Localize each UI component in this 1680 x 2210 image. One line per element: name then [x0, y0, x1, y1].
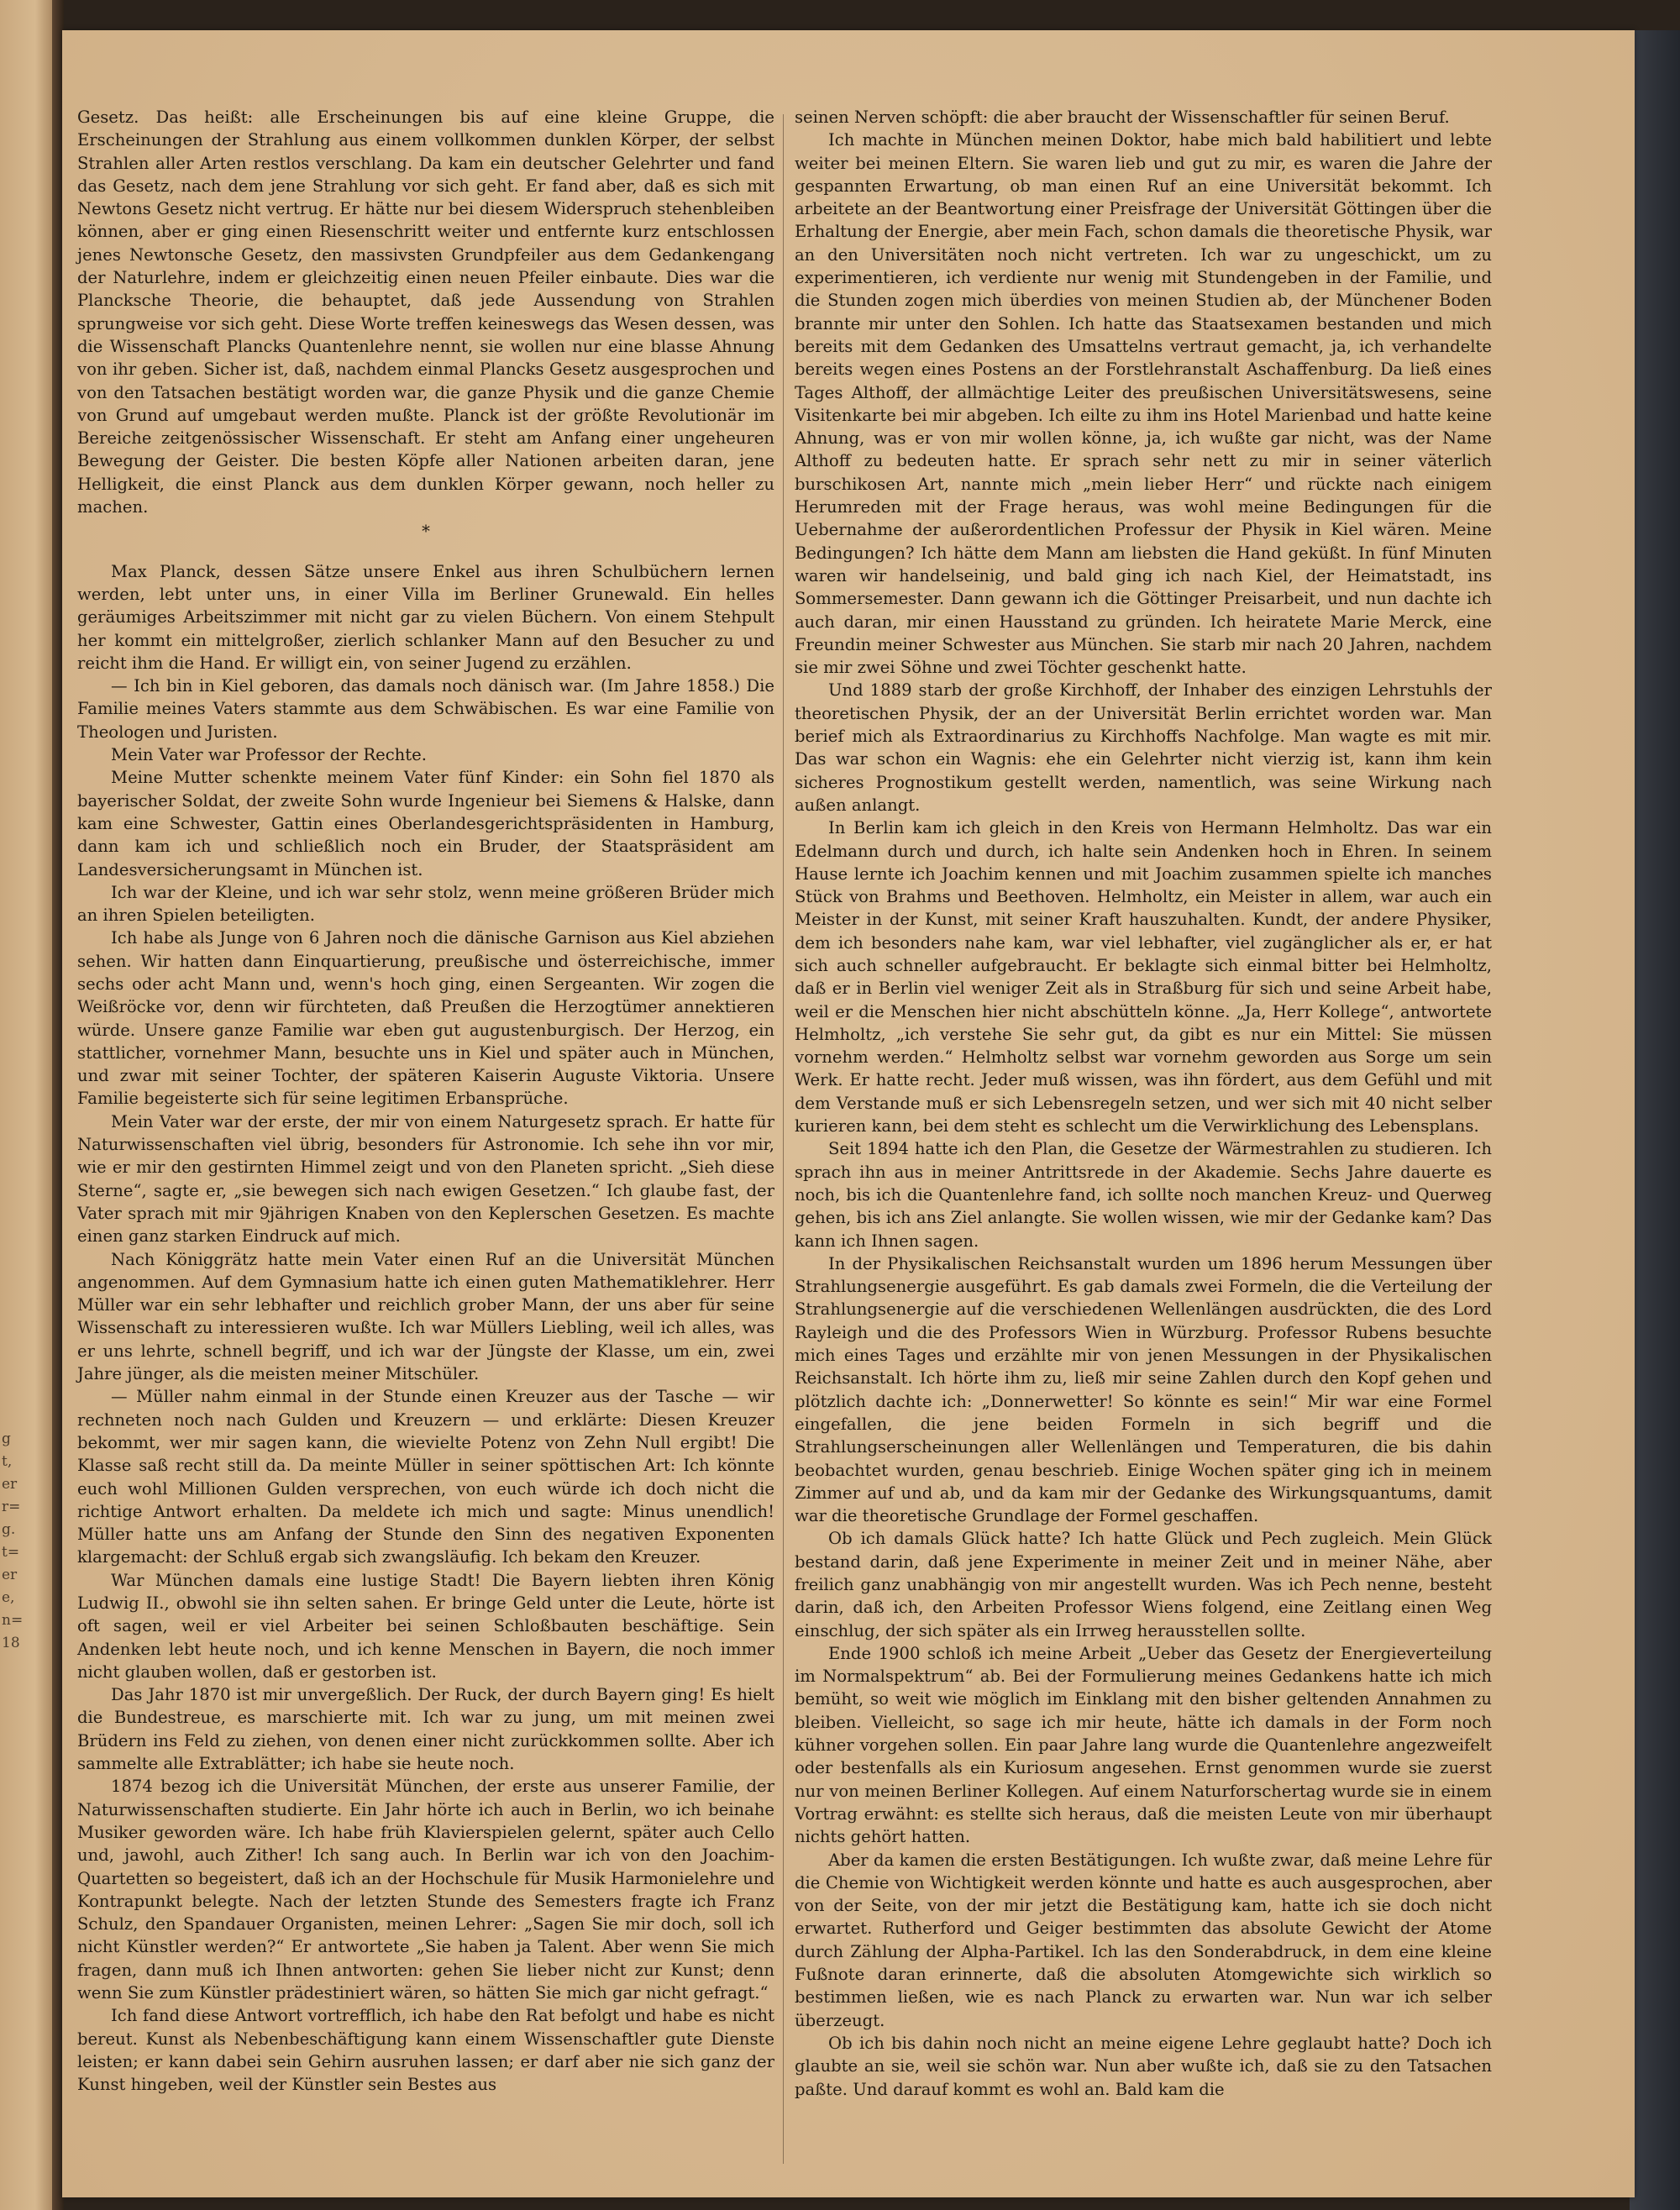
section-separator: *	[422, 522, 430, 542]
paragraph: Ob ich bis dahin noch nicht an meine eigene Lehre geglaubt hatte? Doch ich glaubte an sie, weil sie schön war. Nun aber wußte ich, daß sie zu den Tatsachen paßte. Und darauf kommt es wohl an. Bald kam die	[795, 2033, 1492, 2099]
background-edge	[1630, 30, 1680, 2210]
text-column-left	[77, 106, 774, 2097]
paragraph: Ende 1900 schloß ich meine Arbeit „Ueber das Gesetz der Energieverteilung im Normalspektrum“ ab. Bei der Formulierung meines Gedankens hatte ich mich bemüht, so weit wie möglich im Einklang mit den bisher geltenden Annahmen zu bleiben. Vielleicht, so sage ich mir heute, hätte ich damals in der Form noch kühner vorgehen sollen. Ein paar Jahre lang wurde die Quantenlehre angezweifelt oder bestenfalls als ein Kuriosum angesehen. Ernst genommen wurde sie zuerst nur von meinen Berliner Kollegen. Auf einem Naturforschertag wurde sie in einem Vortrag erwähnt: es stellte sich heraus, daß die meisten Leute von mir überhaupt nichts gehört hatten.	[795, 1643, 1492, 1847]
paragraph: Mein Vater war Professor der Rechte.	[111, 745, 427, 765]
paragraph: Aber da kamen die ersten Bestätigungen. Ich wußte zwar, daß meine Lehre für die Chemie von Wichtigkeit werden könnte und hatte es auch ausgesprochen, aber von der Seite, von der mir jetzt die Bestätigung kam, hatte ich sie doch nicht erwartet. Rutherford und Geiger bestimmten das absolute Gewicht der Atome durch Zählung der Alpha-Partikel. Ich las den Sonderabdruck, in dem eine kleine Fußnote daran erinnerte, daß die absoluten Atomgewichte sich wirklich so bestimmen ließen, wie es nach Planck zu erwarten war. Nun war ich selber überzeugt.	[795, 1850, 1492, 2030]
paragraph: Mein Vater war der erste, der mir von einem Naturgesetz sprach. Er hatte für Naturwissenschaften viel übrig, besonders für Astronomie. Ich sehe ihn vor mir, wie er mir den gestirnten Himmel zeigt und von den Planeten spricht. „Sieh diese Sterne“, sagte er, „sie bewegen sich nach ewigen Gesetzen.“ Ich glaube fast, der Vater sprach mit mir 9jährigen Knaben von den Keplerschen Gesetzen. Es machte einen ganz starken Eindruck auf mich.	[77, 1111, 774, 1247]
paragraph: seinen Nerven schöpft: die aber braucht der Wissenschaftler für seinen Beruf.	[795, 108, 1450, 127]
paragraph: Ich habe als Junge von 6 Jahren noch die dänische Garnison aus Kiel abziehen sehen. Wir hatten dann Einquartierung, preußische und österreichische, immer sechs oder acht Mann und, wenn's hoch ging, einen Sergeanten. Wir zogen die Weißröcke vor, denn wir fürchteten, daß Preußen die Herzogtümer annektieren würde. Unsere ganze Familie war eben gut augustenburgisch. Der Herzog, ein stattlicher, vornehmer Mann, besuchte uns in Kiel und später auch in München, und zwar mit seiner Tochter, der späteren Kaiserin Auguste Viktoria. Unsere Familie begeisterte sich für seine legitimen Erbansprüche.	[77, 928, 774, 1109]
previous-page-edge	[0, 0, 59, 2210]
fragment: n=	[2, 1612, 24, 1629]
fragment: 18	[2, 1635, 20, 1651]
paragraph: Ob ich damals Glück hatte? Ich hatte Glück und Pech zugleich. Mein Glück bestand darin, daß jene Experimente in meiner Zeit und in meiner Nähe, aber freilich ganz unabhängig von mir angestellt wurden. Was ich Pech nenne, besteht darin, daß ich, den Arbeiten Professor Wiens folgend, eine Zeitlang einen Weg einschlug, der sich später als ein Irrweg herausstellen sollte.	[795, 1529, 1492, 1640]
paragraph: — Ich bin in Kiel geboren, das damals noch dänisch war. (Im Jahre 1858.) Die Familie meines Vaters stammte aus dem Schwäbischen. Es war eine Familie von Theologen und Juristen.	[77, 676, 774, 742]
fragment: t=	[2, 1544, 20, 1561]
paragraph: Nach Königgrätz hatte mein Vater einen Ruf an die Universität München angenommen. Auf dem Gymnasium hatte ich einen guten Mathematiklehrer. Herr Müller war ein sehr lebhafter und reichlich grober Mann, der uns aber für seine Wissenschaft zu interessieren wußte. Ich war Müllers Liebling, weil ich alles, was er uns lehrte, schnell begriff, und ich war der Jüngste der Klasse, um ein, zwei Jahre jünger, als die meisten meiner Mitschüler.	[77, 1249, 774, 1384]
paragraph: — Müller nahm einmal in der Stunde einen Kreuzer aus der Tasche — wir rechneten noch nach Gulden und Kreuzern — und erklärte: Diesen Kreuzer bekommt, wer mir sagen kann, die wievielte Potenz von Zehn Null ergibt! Die Klasse saß recht still da. Da meinte Müller in seiner spöttischen Art: Ich könnte euch wohl Millionen Gulden versprechen, von euch würde ich doch nicht die richtige Antwort erhalten. Da meldete ich mich und sagte: Minus unendlich! Müller hatte uns am Anfang der Stunde den Sinn des negativen Exponenten klargemacht: der Schluß ergab sich zwangsläufig. Ich bekam den Kreuzer.	[77, 1387, 774, 1567]
paragraph: Seit 1894 hatte ich den Plan, die Gesetze der Wärmestrahlen zu studieren. Ich sprach ihn aus in meiner Antrittsrede in der Akademie. Sechs Jahre dauerte es noch, bis ich die Quantenlehre fand, ich sollte noch manchen Kreuz- und Querweg gehen, bis ich ans Ziel anlangte. Sie wollen wissen, wie mir der Gedanke kam? Das kann ich Ihnen sagen.	[795, 1139, 1492, 1251]
paragraph: Das Jahr 1870 ist mir unvergeßlich. Der Ruck, der durch Bayern ging! Es hielt die Bundestreue, es marschierte mit. Ich war zu jung, um mit meinen zwei Brüdern ins Feld zu ziehen, von denen einer nicht zurückkommen sollte. Aber ich sammelte alle Extrablätter; ich habe sie heute noch.	[77, 1685, 774, 1774]
paragraph: In Berlin kam ich gleich in den Kreis von Hermann Helmholtz. Das war ein Edelmann durch und durch, ich halte sein Andenken hoch in Ehren. In seinem Hause lernte ich Joachim kennen und mit Joachim zusammen spielte ich manches Stück von Brahms und Beethoven. Helmholtz, ein Meister in allem, war auch ein Meister in der Kunst, mit seiner Kraft hauszuhalten. Kundt, der andere Physiker, dem ich besonders nahe kam, war viel lebhafter, viel zugänglicher als er, er hat sich auch schneller aufgebraucht. Er beklagte sich einmal bitter bei Helmholtz, daß er in Berlin viel weniger Zeit als in Straßburg für sich und seine Arbeit habe, weil er die Menschen hier nicht abschütteln könne. „Ja, Herr Kollege“, antwortete Helmholtz, „ich verstehe Sie sehr gut, da gibt es nur ein Mittel: Sie müssen vornehm werden.“ Helmholtz selbst war vornehm geworden aus Sorge um sein Werk. Er hatte recht. Jeder muß wissen, was ihn fördert, aus dem Gefühl und mit dem Verstande muß er sich Lebensregeln setzen, und wer sich mit 40 nicht selber kurieren kann, bei dem steht es schlecht um die Verwirklichung des Lebensplans.	[795, 818, 1492, 1136]
fragment: g.	[2, 1521, 16, 1538]
paragraph: In der Physikalischen Reichsanstalt wurden um 1896 herum Messungen über Strahlungsenergie ausgeführt. Es gab damals zwei Formeln, die die Verteilung der Strahlungsenergie auf die verschiedenen Wellenlängen ausdrückten, die des Lord Rayleigh und die des Professors Wien in Würzburg. Professor Rubens besuchte mich eines Tages und erzählte mir von jenen Messungen in der Physikalischen Reichsanstalt. Ich hörte ihm zu, ließ mir seine Zahlen durch den Kopf gehen und plötzlich dachte ich: „Donnerwetter! So könnte es sein!“ Mir war eine Formel eingefallen, die jene beiden Formeln in sich begriff und die Strahlungserscheinungen aller Wellenlängen und Temperaturen, die bis dahin beobachtet wurden, genau beschrieb. Einige Wochen später ging ich in meinem Zimmer auf und ab, und da kam mir der Gedanke des Wirkungsquantums, damit war die theoretische Grundlage der Formel geschaffen.	[795, 1253, 1492, 1526]
paragraph: Und 1889 starb der große Kirchhoff, der Inhaber des einzigen Lehrstuhls der theoretischen Physik, der an der Universität Berlin errichtet worden war. Man berief mich als Extraordinarius zu Kirchhoffs Nachfolge. Man wagte es mit mir. Das war schon ein Wagnis: ehe ein Gelehrter nicht vierzig ist, kann ihm kein sicheres Prognostikum gestellt werden, namentlich, was seine Wirkung nach außen anlangt.	[795, 680, 1492, 815]
paragraph: Ich fand diese Antwort vortrefflich, ich habe den Rat befolgt und habe es nicht bereut. Kunst als Nebenbeschäftigung kann einem Wissenschaftler gute Dienste leisten; er kann dabei sein Gehirn ausruhen lassen; er darf aber nie sich ganz der Kunst hingeben, weil der Künstler sein Bestes aus	[77, 2006, 774, 2095]
paragraph: War München damals eine lustige Stadt! Die Bayern liebten ihren König Ludwig II., obwohl sie ihn selten sahen. Er bringe Geld unter die Leute, hörte ist oft sagen, weil er viel Arbeiter bei seinen Schloßbauten beschäftige. Sein Andenken lebt heute noch, und ich kenne Menschen in Bayern, die noch immer nicht glauben wollen, daß er gestorben ist.	[77, 1570, 774, 1682]
paragraph: Ich machte in München meinen Doktor, habe mich bald habilitiert und lebte weiter bei meinen Eltern. Sie waren lieb und gut zu mir, es waren die Jahre der gespannten Erwartung, ob man einen Ruf an eine Universität bekommt. Ich arbeitete an der Beantwortung einer Preisfrage der Universität Göttingen über die Erhaltung der Energie, aber mein Fach, schon damals die theoretische Physik, war an den Universitäten noch nicht vertreten. Ich war zu ungeschickt, um zu experimentieren, ich verdiente nur wenig mit Stundengeben in der Familie, und die Stunden zogen mich überdies von meinen Studien ab, der Münchener Boden brannte mir unter den Sohlen. Ich hatte das Staatsexamen bestanden und mich bereits mit dem Gedanken des Umsattelns vertraut gemacht, ja, ich verhandelte bereits wegen eines Postens an der Forstlehranstalt Aschaffenburg. Da ließ eines Tages Althoff, der allmächtige Leiter des preußischen Universitätswesens, seine Visitenkarte bei mir abgeben. Ich eilte zu ihm ins Hotel Marienbad und hatte keine Ahnung, was er von mir wollen könne, ja, ich wußte gar nicht, was der Name Althoff zu bedeuten hatte. Er sprach sehr nett zu mir in seiner väterlich burschikosen Art, nannte mich „mein lieber Herr“ und rückte nach einigem Herumreden mit der Frage heraus, was wohl meine Bedingungen für die Uebernahme der außerordentlichen Professur der Physik in Kiel wären. Meine Bedingungen? Ich hätte dem Mann am liebsten die Hand geküßt. In fünf Minuten waren wir handelseinig, und bald ging ich nach Kiel, der Heimatstadt, ins Sommersemester. Dann gewann ich die Göttinger Preisarbeit, und nun dachte ich auch daran, mir einen Hausstand zu gründen. Ich heiratete Marie Merck, eine Freundin meiner Schwester aus München. Sie starb mir nach 20 Jahren, nachdem sie mir zwei Söhne und zwei Töchter geschenkt hatte.	[795, 130, 1492, 678]
column-divider	[783, 114, 784, 2164]
paragraph: Gesetz. Das heißt: alle Erscheinungen bis auf eine kleine Gruppe, die Erscheinungen der Strahlung aus einem vollkommen dunklen Körper, der selbst Strahlen aller Arten restlos verschlang. Da kam ein deutscher Gelehrter und fand das Gesetz, nach dem jene Strahlung vor sich geht. Er fand aber, daß es sich mit Newtons Gesetz nicht vertrug. Er hätte nur bei diesem Widerspruch stehenbleiben können, aber er ging einen Riesenschritt weiter und entfernte kurz entschlossen jenes Newtonsche Gesetz, den massivsten Grundpfeiler aus dem Gedankengang der Naturlehre, indem er gleichzeitig einen neuen Pfeiler einbaute. Dies war die Plancksche Theorie, die behauptet, daß jede Aussendung von Strahlen sprungweise vor sich geht. Diese Worte treffen keineswegs das Wesen dessen, was die Wissenschaft Plancks Quantenlehre nennt, sie wollen nur eine blasse Ahnung von ihr geben. Sicher ist, daß, nachdem einmal Plancks Gesetz ausgesprochen und von den Tatsachen bestätigt worden war, die ganze Physik und die ganze Chemie von Grund auf umgebaut werden mußte. Planck ist der größte Revolutionär im Bereiche zeitgenössischer Wissenschaft. Er steht am Anfang einer ungeheuren Bewegung der Geister. Die besten Köpfe aller Nationen arbeiten daran, jene Helligkeit, die einst Planck aus dem dunklen Körper gewann, noch heller zu machen.	[77, 108, 774, 517]
fragment: e,	[2, 1589, 15, 1606]
text-column-right	[795, 106, 1492, 2101]
previous-page-text-fragments	[2, 1428, 24, 1655]
fragment: er	[2, 1476, 18, 1493]
paragraph: Max Planck, dessen Sätze unsere Enkel aus ihren Schulbüchern lernen werden, lebt unter uns, in einer Villa im Berliner Grunewald. Ein helles geräumiges Arbeitszimmer mit nicht gar zu vielen Büchern. Von einem Stehpult her kommt ein mittelgroßer, zierlich schlanker Mann auf den Besucher zu und reicht ihm die Hand. Er willigt ein, von seiner Jugend zu erzählen.	[77, 561, 774, 673]
fragment: t,	[2, 1453, 13, 1470]
fragment: g	[2, 1430, 11, 1447]
paragraph: Meine Mutter schenkte meinem Vater fünf Kinder: ein Sohn fiel 1870 als bayerischer Soldat, der zweite Sohn wurde Ingenieur bei Siemens & Halske, dann kam eine Schwester, Gattin eines Oberlandesgerichtspräsidenten in Hamburg, dann kam ich und schließlich noch ein Bruder, der Staatspräsident am Landesversicherungsamt in München ist.	[77, 768, 774, 879]
fragment: r=	[2, 1499, 21, 1515]
paragraph: Ich war der Kleine, und ich war sehr stolz, wenn meine größeren Brüder mich an ihren Spielen beteiligten.	[77, 882, 774, 926]
fragment: er	[2, 1567, 18, 1583]
paragraph: 1874 bezog ich die Universität München, der erste aus unserer Familie, der Naturwissenschaften studierte. Ein Jahr hörte ich auch in Berlin, wo ich beinahe Musiker geworden wäre. Ich habe früh Klavierspielen gelernt, später auch Cello und, jawohl, auch Zither! Ich sang auch. In Berlin war ich von den Joachim-Quartetten so begeistert, daß ich an der Hochschule für Musik Harmonielehre und Kontrapunkt belegte. Nach der letzten Stunde des Semesters fragte ich Franz Schulz, den Spandauer Organisten, meinen Lehrer: „Sagen Sie mir doch, soll ich nicht Künstler werden?“ Er antwortete „Sie haben ja Talent. Aber wenn Sie mich fragen, dann muß ich Ihnen antworten: gehen Sie lieber nicht zur Kunst; denn wenn Sie zum Künstler prädestiniert wären, so hätten Sie mich gar nicht gefragt.“	[77, 1777, 774, 2003]
